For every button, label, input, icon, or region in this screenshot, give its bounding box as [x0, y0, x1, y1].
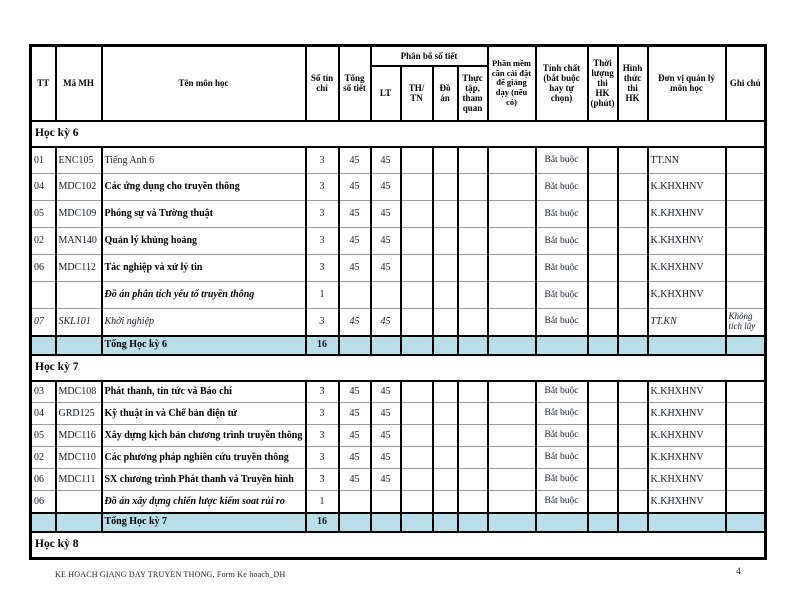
- cell-hinh-thuc: [618, 425, 648, 447]
- cell-total-periods: 45: [339, 228, 371, 255]
- course-schedule-table: [29, 44, 767, 560]
- cell-th-tn: [401, 469, 433, 491]
- cell-lt: 45: [371, 309, 401, 336]
- cell-ghi-chu: [726, 147, 766, 174]
- table-row: [31, 228, 766, 255]
- cell-lt: [371, 282, 401, 309]
- cell-thuc-tap: [458, 447, 488, 469]
- section-total-row: [31, 336, 766, 355]
- cell-tinh-chat: Bắt buộc: [536, 447, 588, 469]
- cell-code: GRD125: [56, 403, 102, 425]
- col-header-code: Mã MH: [56, 46, 102, 121]
- col-header-lt: LT: [371, 66, 401, 121]
- cell-thuc-tap: [458, 255, 488, 282]
- cell-credits: 3: [306, 403, 339, 425]
- cell-code: MDC109: [56, 201, 102, 228]
- cell-ghi-chu: [726, 403, 766, 425]
- cell-credits: 3: [306, 147, 339, 174]
- table-row: [31, 447, 766, 469]
- cell-thuc-tap: [458, 491, 488, 513]
- cell-do-an: [433, 491, 458, 513]
- cell-don-vi: K.KHXHNV: [648, 425, 726, 447]
- cell-th-tn: [401, 403, 433, 425]
- cell-tt: 04: [31, 174, 56, 201]
- cell-th-tn: [401, 201, 433, 228]
- cell-software: [488, 447, 536, 469]
- cell-ghi-chu: [726, 469, 766, 491]
- cell-total-periods: 45: [339, 147, 371, 174]
- cell-credits: 3: [306, 255, 339, 282]
- cell-do-an: [433, 469, 458, 491]
- cell-total-periods: 45: [339, 447, 371, 469]
- section-total-empty-cell: [31, 336, 56, 355]
- footer-document-title: KE HOACH GIANG DAY TRUYEN THONG, Form Ke hoach_DH: [55, 570, 286, 579]
- cell-course-name: Các phương pháp nghiên cứu truyền thông: [102, 447, 306, 469]
- section-total-empty-cell: [488, 336, 536, 355]
- cell-don-vi: K.KHXHNV: [648, 174, 726, 201]
- cell-tt: 06: [31, 491, 56, 513]
- cell-ghi-chu: Không tích lũy: [726, 309, 766, 336]
- section-total-empty-cell: [458, 336, 488, 355]
- col-header-thoi-luong: Thời lượng thi HK (phút): [588, 46, 618, 121]
- cell-total-periods: 45: [339, 255, 371, 282]
- cell-tt: 05: [31, 425, 56, 447]
- cell-ghi-chu: [726, 425, 766, 447]
- cell-credits: 3: [306, 309, 339, 336]
- cell-do-an: [433, 447, 458, 469]
- cell-code: MDC112: [56, 255, 102, 282]
- cell-lt: 45: [371, 201, 401, 228]
- section-header-row: [31, 121, 766, 147]
- cell-lt: 45: [371, 425, 401, 447]
- cell-course-name: Phát thanh, tin tức và Báo chí: [102, 381, 306, 403]
- cell-tt: 03: [31, 381, 56, 403]
- cell-th-tn: [401, 381, 433, 403]
- cell-software: [488, 381, 536, 403]
- cell-total-periods: [339, 491, 371, 513]
- cell-ghi-chu: [726, 174, 766, 201]
- table-row: [31, 425, 766, 447]
- cell-tt: 06: [31, 255, 56, 282]
- section-total-empty-cell: [433, 513, 458, 532]
- cell-ghi-chu: [726, 491, 766, 513]
- cell-thuc-tap: [458, 147, 488, 174]
- cell-total-periods: 45: [339, 381, 371, 403]
- cell-thuc-tap: [458, 282, 488, 309]
- cell-thoi-luong: [588, 447, 618, 469]
- cell-software: [488, 147, 536, 174]
- cell-software: [488, 491, 536, 513]
- cell-lt: 45: [371, 174, 401, 201]
- cell-hinh-thuc: [618, 447, 648, 469]
- section-total-credits: 16: [306, 336, 339, 355]
- cell-software: [488, 469, 536, 491]
- table-row: [31, 469, 766, 491]
- cell-thoi-luong: [588, 403, 618, 425]
- cell-tt: 04: [31, 403, 56, 425]
- cell-ghi-chu: [726, 282, 766, 309]
- cell-course-name: Xây dựng kịch bản chương trình truyền thông: [102, 425, 306, 447]
- cell-th-tn: [401, 491, 433, 513]
- cell-credits: 1: [306, 491, 339, 513]
- cell-course-name: SX chương trình Phát thanh và Truyền hình: [102, 469, 306, 491]
- cell-th-tn: [401, 255, 433, 282]
- cell-thoi-luong: [588, 469, 618, 491]
- col-header-ghi-chu: Ghi chú: [726, 46, 766, 121]
- cell-thuc-tap: [458, 201, 488, 228]
- section-total-label: Tổng Học kỳ 7: [102, 513, 306, 532]
- cell-credits: 3: [306, 174, 339, 201]
- cell-ghi-chu: [726, 381, 766, 403]
- cell-th-tn: [401, 282, 433, 309]
- cell-lt: 45: [371, 469, 401, 491]
- table-row: [31, 491, 766, 513]
- section-total-empty-cell: [339, 513, 371, 532]
- section-total-empty-cell: [56, 513, 102, 532]
- cell-course-name: Đồ án xây dựng chiến lược kiểm soat rủi ro: [102, 491, 306, 513]
- cell-tinh-chat: Bắt buộc: [536, 201, 588, 228]
- cell-credits: 3: [306, 425, 339, 447]
- cell-thoi-luong: [588, 147, 618, 174]
- cell-total-periods: 45: [339, 425, 371, 447]
- section-total-empty-cell: [371, 513, 401, 532]
- section-total-empty-cell: [433, 336, 458, 355]
- cell-code: MDC102: [56, 174, 102, 201]
- cell-code: MDC111: [56, 469, 102, 491]
- section-total-empty-cell: [588, 336, 618, 355]
- cell-software: [488, 282, 536, 309]
- cell-hinh-thuc: [618, 469, 648, 491]
- table-header: [31, 46, 766, 121]
- cell-th-tn: [401, 174, 433, 201]
- cell-total-periods: 45: [339, 201, 371, 228]
- cell-do-an: [433, 228, 458, 255]
- cell-thoi-luong: [588, 201, 618, 228]
- cell-don-vi: K.KHXHNV: [648, 381, 726, 403]
- cell-tt: 06: [31, 469, 56, 491]
- cell-course-name: Đồ án phân tích yếu tố truyền thông: [102, 282, 306, 309]
- page-number: 4: [736, 567, 741, 577]
- cell-code: MDC110: [56, 447, 102, 469]
- table-row: [31, 201, 766, 228]
- section-total-empty-cell: [618, 513, 648, 532]
- cell-lt: 45: [371, 403, 401, 425]
- cell-tinh-chat: Bắt buộc: [536, 147, 588, 174]
- section-total-empty-cell: [488, 513, 536, 532]
- cell-tinh-chat: Bắt buộc: [536, 491, 588, 513]
- cell-tt: 01: [31, 147, 56, 174]
- section-total-empty-cell: [458, 513, 488, 532]
- cell-thoi-luong: [588, 425, 618, 447]
- cell-software: [488, 174, 536, 201]
- section-total-empty-cell: [648, 336, 726, 355]
- cell-do-an: [433, 282, 458, 309]
- cell-code: SKL101: [56, 309, 102, 336]
- cell-don-vi: K.KHXHNV: [648, 255, 726, 282]
- cell-software: [488, 403, 536, 425]
- cell-code: [56, 282, 102, 309]
- cell-ghi-chu: [726, 447, 766, 469]
- cell-th-tn: [401, 425, 433, 447]
- cell-thuc-tap: [458, 381, 488, 403]
- cell-lt: 45: [371, 381, 401, 403]
- cell-credits: 3: [306, 228, 339, 255]
- section-total-empty-cell: [588, 513, 618, 532]
- cell-th-tn: [401, 147, 433, 174]
- section-total-empty-cell: [56, 336, 102, 355]
- section-title: Học kỳ 6: [31, 121, 766, 147]
- cell-don-vi: K.KHXHNV: [648, 201, 726, 228]
- section-total-empty-cell: [401, 336, 433, 355]
- section-total-label: Tổng Học kỳ 6: [102, 336, 306, 355]
- cell-total-periods: 45: [339, 469, 371, 491]
- cell-total-periods: 45: [339, 309, 371, 336]
- cell-code: MDC116: [56, 425, 102, 447]
- cell-total-periods: [339, 282, 371, 309]
- cell-thoi-luong: [588, 282, 618, 309]
- table-row: [31, 147, 766, 174]
- cell-lt: 45: [371, 228, 401, 255]
- cell-tinh-chat: Bắt buộc: [536, 403, 588, 425]
- cell-do-an: [433, 381, 458, 403]
- cell-thoi-luong: [588, 228, 618, 255]
- col-header-tt: TT: [31, 46, 56, 121]
- cell-thoi-luong: [588, 255, 618, 282]
- cell-lt: [371, 491, 401, 513]
- cell-thoi-luong: [588, 491, 618, 513]
- col-header-hinh-thuc: Hình thức thi HK: [618, 46, 648, 121]
- cell-course-name: Các ứng dụng cho truyền thông: [102, 174, 306, 201]
- cell-code: ENC105: [56, 147, 102, 174]
- col-header-name: Tên môn học: [102, 46, 306, 121]
- section-total-empty-cell: [536, 336, 588, 355]
- section-3: [31, 532, 766, 559]
- cell-credits: 3: [306, 469, 339, 491]
- cell-hinh-thuc: [618, 491, 648, 513]
- cell-ghi-chu: [726, 201, 766, 228]
- cell-lt: 45: [371, 147, 401, 174]
- cell-hinh-thuc: [618, 403, 648, 425]
- cell-tinh-chat: Bắt buộc: [536, 469, 588, 491]
- col-header-do-an: Đồ án: [433, 66, 458, 121]
- cell-don-vi: K.KHXHNV: [648, 228, 726, 255]
- cell-hinh-thuc: [618, 381, 648, 403]
- cell-ghi-chu: [726, 255, 766, 282]
- col-header-don-vi: Đơn vị quản lý môn học: [648, 46, 726, 121]
- section-total-row: [31, 513, 766, 532]
- section-total-empty-cell: [339, 336, 371, 355]
- cell-th-tn: [401, 309, 433, 336]
- section-title: Học kỳ 8: [31, 532, 766, 559]
- section-header-row: [31, 355, 766, 381]
- cell-don-vi: TT.KN: [648, 309, 726, 336]
- cell-tinh-chat: Bắt buộc: [536, 425, 588, 447]
- cell-hinh-thuc: [618, 282, 648, 309]
- cell-credits: 3: [306, 447, 339, 469]
- cell-don-vi: K.KHXHNV: [648, 469, 726, 491]
- table-row: [31, 282, 766, 309]
- cell-don-vi: K.KHXHNV: [648, 491, 726, 513]
- cell-thuc-tap: [458, 469, 488, 491]
- cell-do-an: [433, 309, 458, 336]
- cell-tinh-chat: Bắt buộc: [536, 174, 588, 201]
- cell-course-name: Tiếng Anh 6: [102, 147, 306, 174]
- cell-software: [488, 255, 536, 282]
- cell-hinh-thuc: [618, 201, 648, 228]
- section-header-row: [31, 532, 766, 559]
- section-total-empty-cell: [31, 513, 56, 532]
- col-header-th-tn: TH/ TN: [401, 66, 433, 121]
- table-row: [31, 174, 766, 201]
- cell-don-vi: K.KHXHNV: [648, 403, 726, 425]
- col-header-thuc-tap: Thực tập, tham quan: [458, 66, 488, 121]
- section-total-credits: 16: [306, 513, 339, 532]
- cell-hinh-thuc: [618, 147, 648, 174]
- cell-course-name: Khởi nghiệp: [102, 309, 306, 336]
- cell-tt: 07: [31, 309, 56, 336]
- col-header-credits: Số tín chỉ: [306, 46, 339, 121]
- cell-lt: 45: [371, 255, 401, 282]
- section-total-empty-cell: [618, 336, 648, 355]
- cell-tinh-chat: Bắt buộc: [536, 381, 588, 403]
- cell-thuc-tap: [458, 425, 488, 447]
- cell-hinh-thuc: [618, 309, 648, 336]
- section-total-empty-cell: [371, 336, 401, 355]
- table-row: [31, 381, 766, 403]
- cell-code: MAN140: [56, 228, 102, 255]
- section-total-empty-cell: [536, 513, 588, 532]
- cell-tt: [31, 282, 56, 309]
- cell-lt: 45: [371, 447, 401, 469]
- cell-tinh-chat: Bắt buộc: [536, 309, 588, 336]
- cell-do-an: [433, 255, 458, 282]
- section-title: Học kỳ 7: [31, 355, 766, 381]
- section-total-empty-cell: [648, 513, 726, 532]
- table-row: [31, 255, 766, 282]
- cell-software: [488, 309, 536, 336]
- cell-do-an: [433, 403, 458, 425]
- cell-ghi-chu: [726, 228, 766, 255]
- section-total-empty-cell: [401, 513, 433, 532]
- cell-credits: 1: [306, 282, 339, 309]
- cell-th-tn: [401, 228, 433, 255]
- cell-don-vi: K.KHXHNV: [648, 282, 726, 309]
- cell-code: [56, 491, 102, 513]
- cell-do-an: [433, 174, 458, 201]
- cell-thuc-tap: [458, 174, 488, 201]
- cell-tinh-chat: Bắt buộc: [536, 255, 588, 282]
- cell-thoi-luong: [588, 381, 618, 403]
- cell-th-tn: [401, 447, 433, 469]
- col-header-allocation-group: Phân bổ số tiết: [371, 46, 488, 66]
- col-header-tinh-chat: Tính chất (bắt buộc hay tự chọn): [536, 46, 588, 121]
- cell-tinh-chat: Bắt buộc: [536, 228, 588, 255]
- cell-course-name: Quản lý khủng hoảng: [102, 228, 306, 255]
- cell-credits: 3: [306, 201, 339, 228]
- section-1: [31, 121, 766, 355]
- cell-tt: 05: [31, 201, 56, 228]
- section-2: [31, 355, 766, 532]
- cell-tinh-chat: Bắt buộc: [536, 282, 588, 309]
- cell-software: [488, 201, 536, 228]
- cell-course-name: Tác nghiệp và xử lý tin: [102, 255, 306, 282]
- cell-credits: 3: [306, 381, 339, 403]
- cell-software: [488, 228, 536, 255]
- cell-do-an: [433, 201, 458, 228]
- cell-hinh-thuc: [618, 228, 648, 255]
- cell-thoi-luong: [588, 309, 618, 336]
- cell-total-periods: 45: [339, 174, 371, 201]
- cell-total-periods: 45: [339, 403, 371, 425]
- cell-tt: 02: [31, 228, 56, 255]
- cell-hinh-thuc: [618, 174, 648, 201]
- cell-tt: 02: [31, 447, 56, 469]
- section-total-empty-cell: [726, 513, 766, 532]
- cell-hinh-thuc: [618, 255, 648, 282]
- cell-do-an: [433, 425, 458, 447]
- cell-software: [488, 425, 536, 447]
- table-row: [31, 309, 766, 336]
- section-total-empty-cell: [726, 336, 766, 355]
- cell-course-name: Kỹ thuật in và Chế bản điện tử: [102, 403, 306, 425]
- cell-do-an: [433, 147, 458, 174]
- col-header-total-periods: Tổng số tiết: [339, 46, 371, 121]
- cell-thoi-luong: [588, 174, 618, 201]
- col-header-software: Phần mềm cần cài đặt để giảng dạy (nếu có): [488, 46, 536, 121]
- cell-don-vi: K.KHXHNV: [648, 447, 726, 469]
- cell-course-name: Phóng sự và Tường thuật: [102, 201, 306, 228]
- table-row: [31, 403, 766, 425]
- cell-thuc-tap: [458, 309, 488, 336]
- cell-thuc-tap: [458, 403, 488, 425]
- cell-thuc-tap: [458, 228, 488, 255]
- cell-don-vi: TT.NN: [648, 147, 726, 174]
- cell-code: MDC108: [56, 381, 102, 403]
